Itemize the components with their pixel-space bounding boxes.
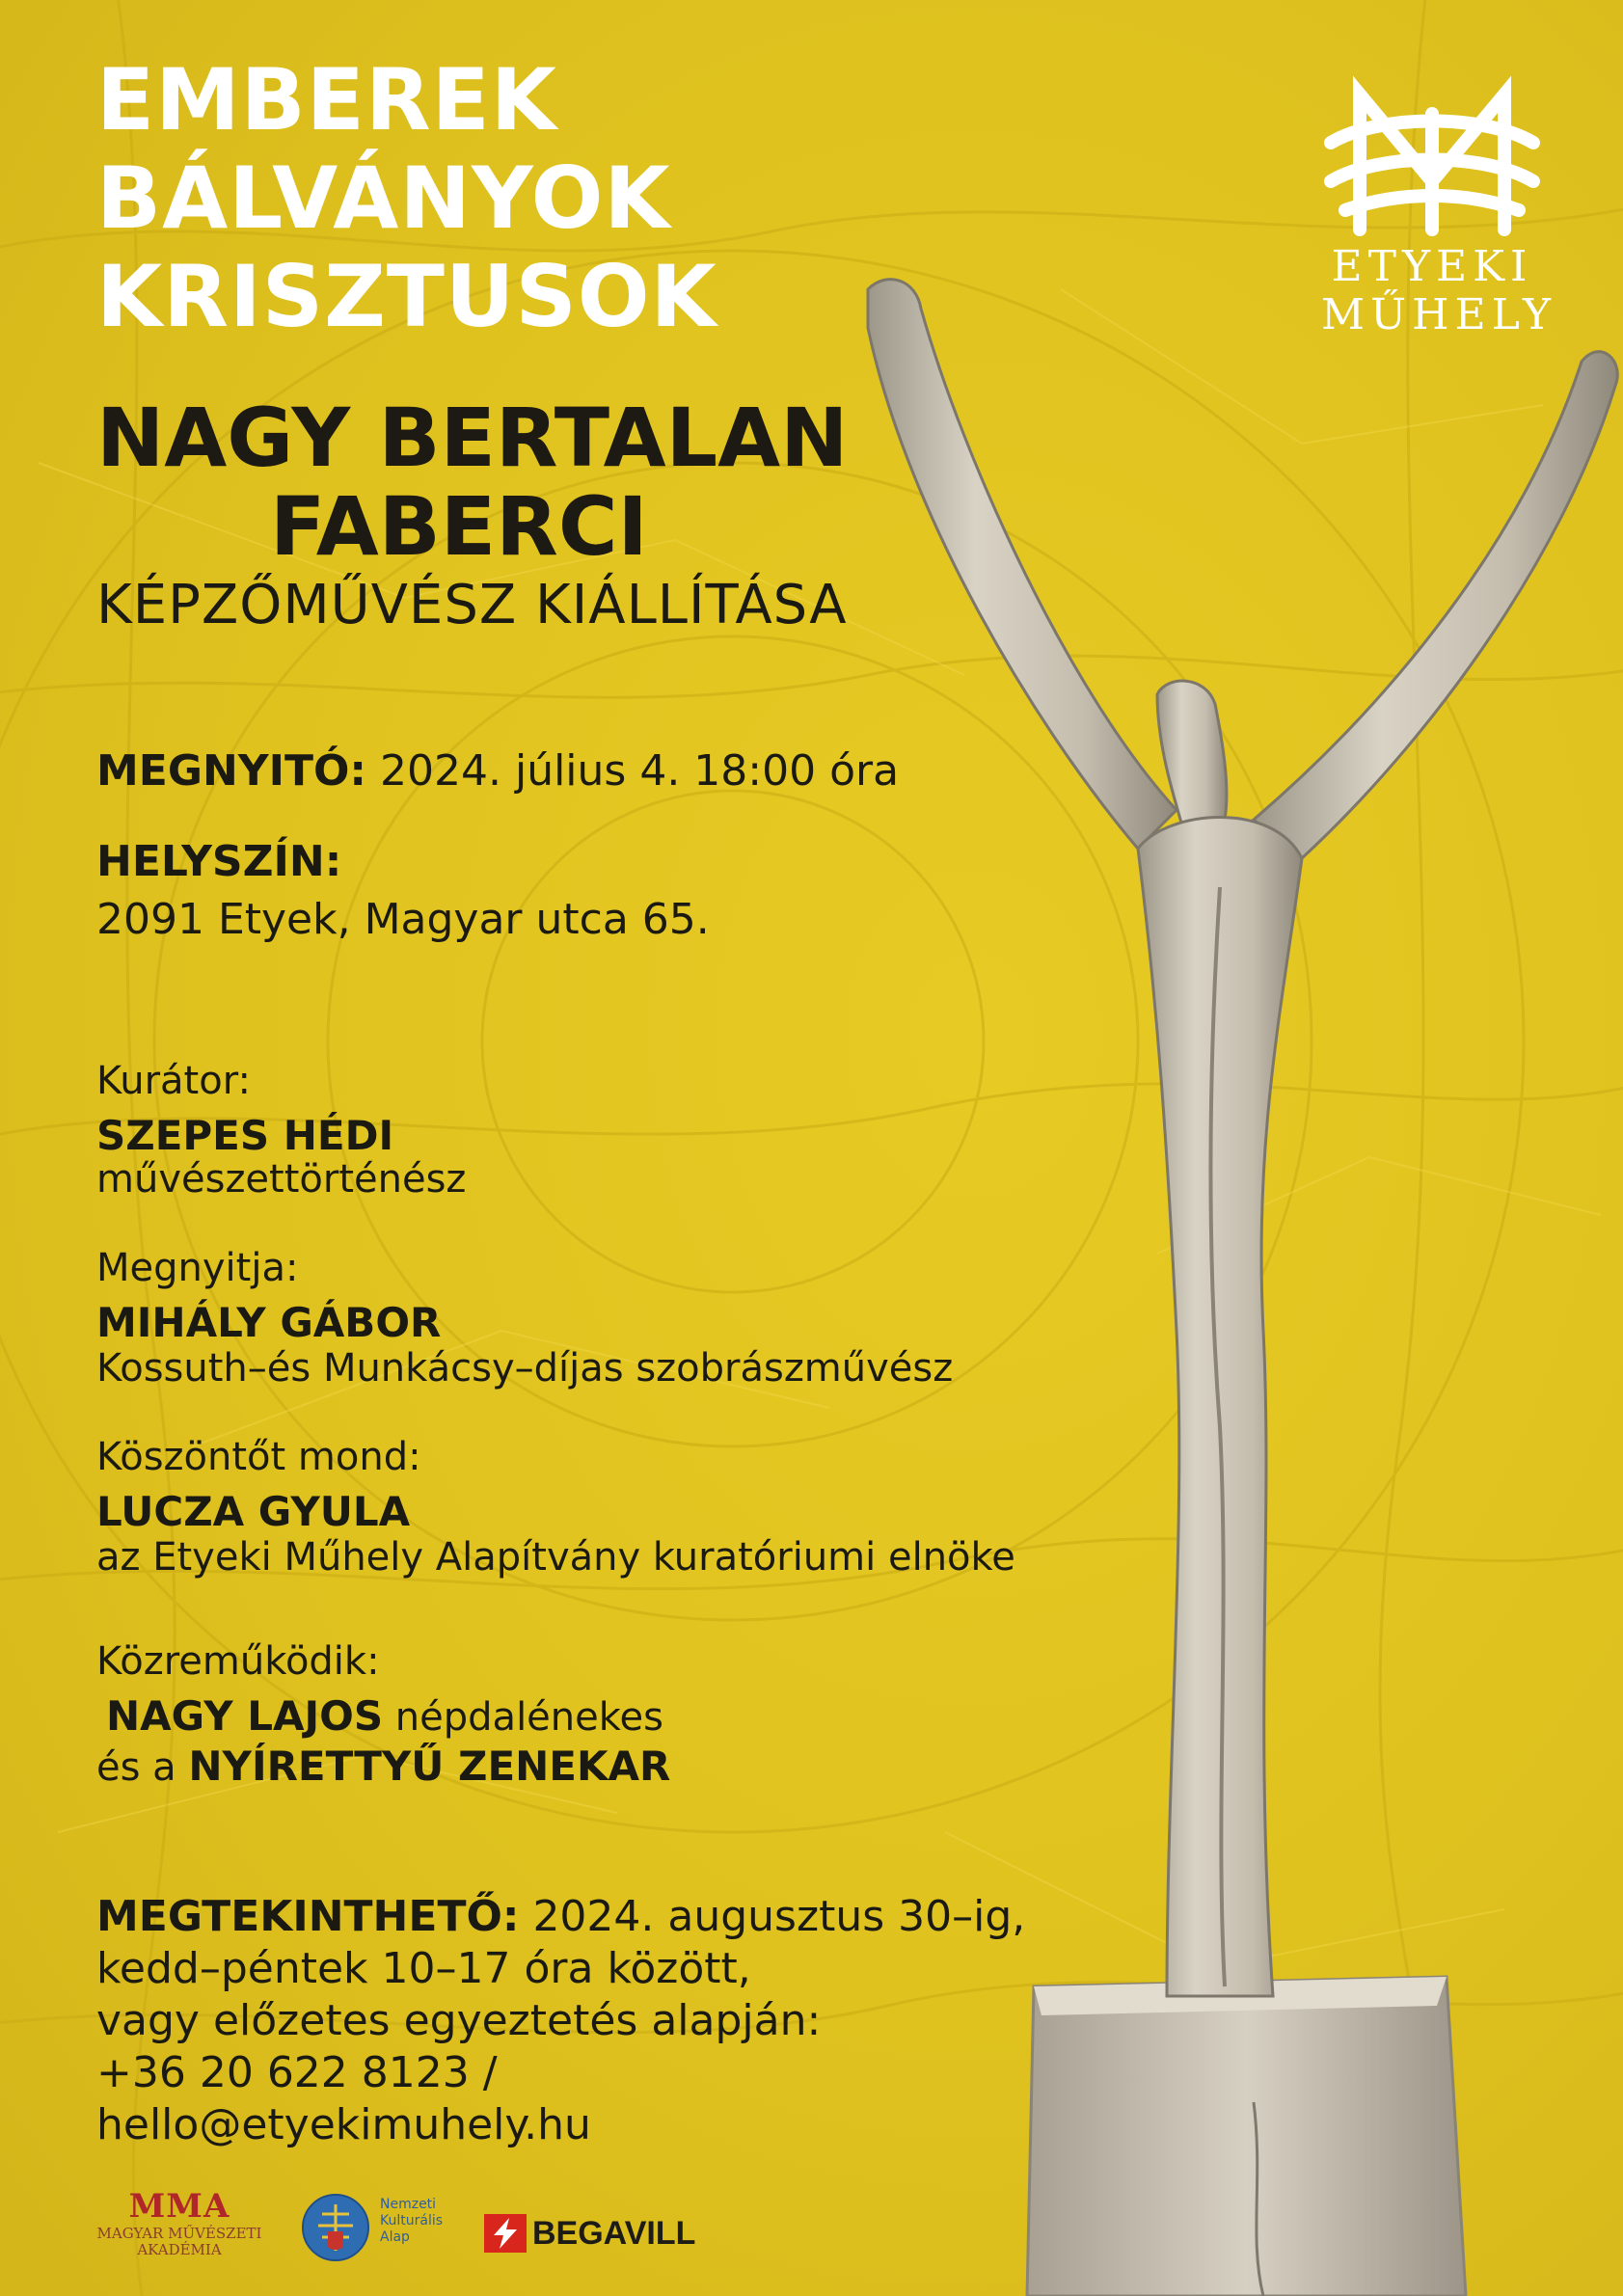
- logo-text-line-1: ETYEKI: [1331, 242, 1533, 291]
- opener-name: MIHÁLY GÁBOR: [96, 1299, 442, 1346]
- venue-label: HELYSZÍN:: [96, 837, 342, 886]
- logo-text-line-2: MŰHELY: [1321, 290, 1557, 339]
- greeting-label: Köszöntőt mond:: [96, 1435, 421, 1479]
- etyeki-muhely-monogram-icon: [1321, 75, 1543, 239]
- viewing-appointment: vagy előzetes egyeztetés alapján:: [96, 1996, 822, 2045]
- opening-line: [96, 744, 899, 798]
- curator-name: SZEPES HÉDI: [96, 1112, 394, 1159]
- opening-label: MEGNYITÓ:: [96, 746, 367, 796]
- exhibition-title-line-3: KRISZTUSOK: [96, 247, 717, 346]
- greeting-name: LUCZA GYULA: [96, 1488, 411, 1535]
- curator-label: Kurátor:: [96, 1059, 251, 1103]
- artist-name-line-2: FABERCI: [270, 479, 648, 574]
- performer-2-prefix: és a: [96, 1745, 189, 1790]
- contact-phone: +36 20 622 8123 /: [96, 2048, 498, 2097]
- viewing-label: MEGTEKINTHETŐ:: [96, 1892, 520, 1941]
- nka-logo: [301, 2189, 465, 2266]
- nka-name-line-2: Kulturális: [380, 2213, 444, 2228]
- mma-mark: MMA: [128, 2187, 230, 2226]
- nka-emblem-icon: [301, 2193, 370, 2262]
- opening-value: 2024. július 4. 18:00 óra: [366, 746, 900, 796]
- lightning-bolt-icon: [484, 2214, 527, 2253]
- nka-name-line-3: Alap: [380, 2229, 410, 2245]
- contact-email: hello@etyekimuhely.hu: [96, 2100, 591, 2149]
- mma-name-line-1: MAGYAR MŰVÉSZETI: [96, 2225, 262, 2242]
- curator-role: művészettörténész: [96, 1157, 467, 1202]
- viewing-hours: kedd–péntek 10–17 óra között,: [96, 1944, 751, 1993]
- viewing-value: 2024. augusztus 30–ig,: [519, 1892, 1026, 1941]
- mma-logo: [93, 2187, 266, 2258]
- performer-2-name: NYÍRETTYŰ ZENEKAR: [188, 1742, 671, 1790]
- artist-name-line-1: NAGY BERTALAN: [96, 391, 849, 485]
- greeting-role: az Etyeki Műhely Alapítvány kuratóriumi elnöke: [96, 1535, 1015, 1580]
- wooden-sculpture-image: [849, 270, 1623, 2296]
- performer-1-name: NAGY LAJOS: [106, 1692, 384, 1740]
- performers-line-1: [106, 1691, 663, 1742]
- etyeki-muhely-logo: [1321, 75, 1557, 339]
- nka-name-line-1: Nemzeti: [380, 2197, 437, 2212]
- opener-role: Kossuth–és Munkácsy–díjas szobrászművész: [96, 1346, 954, 1391]
- exhibition-title-line-1: EMBEREK: [96, 50, 557, 149]
- opener-label: Megnyitja:: [96, 1246, 299, 1290]
- performer-1-role: népdalénekes: [383, 1695, 663, 1740]
- performers-label: Közreműködik:: [96, 1639, 380, 1684]
- exhibition-subtitle: KÉPZŐMŰVÉSZ KIÁLLÍTÁSA: [96, 574, 848, 636]
- venue-address: 2091 Etyek, Magyar utca 65.: [96, 895, 710, 944]
- exhibition-title-line-2: BÁLVÁNYOK: [96, 149, 671, 248]
- begavill-name: BEGAVILL: [532, 2215, 696, 2252]
- mma-name-line-2: AKADÉMIA: [137, 2241, 222, 2258]
- viewing-line-1: [96, 1890, 1025, 1944]
- performers-line-2: [96, 1742, 670, 1793]
